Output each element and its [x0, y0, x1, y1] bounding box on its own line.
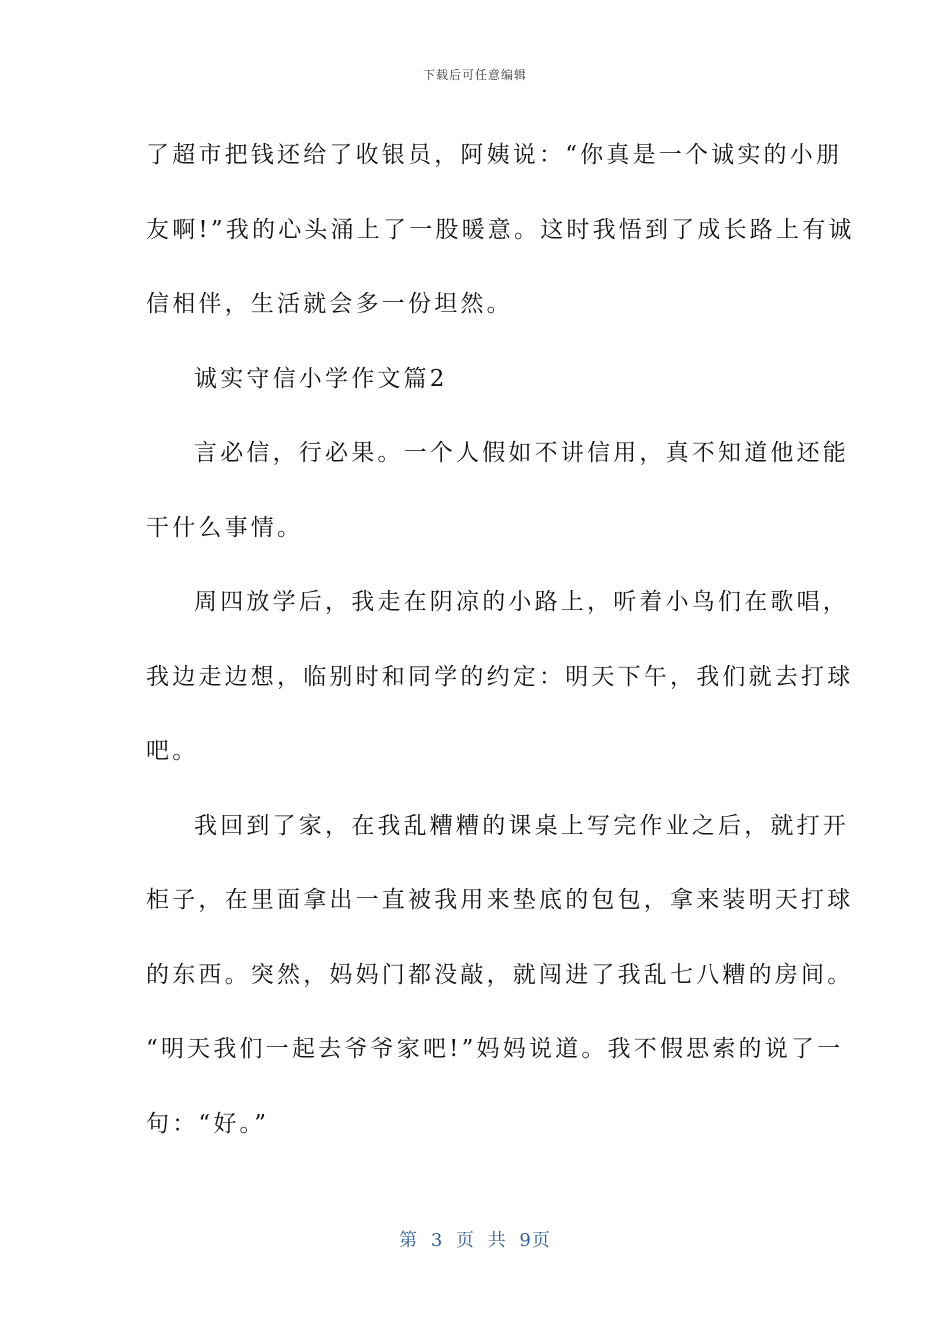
body-line: 了超市把钱还给了收银员，阿姨说：“你真是一个诚实的小朋 [146, 142, 843, 168]
body-line: 柜子，在里面拿出一直被我用来垫底的包包，拿来装明天打球 [146, 887, 854, 913]
page-number-footer: 第 3 页 共 9页 [399, 1230, 551, 1251]
body-line: 信相伴，生活就会多一份坦然。 [146, 291, 513, 317]
body-line: 友啊!”我的心头涌上了一股暖意。这时我悟到了成长路上有诚 [146, 216, 855, 243]
body-line: 我边走边想，临别时和同学的约定：明天下午，我们就去打球 [146, 663, 854, 690]
page-header: 下载后可任意编辑 [422, 68, 527, 82]
body-line: 干什么事情。 [146, 514, 304, 541]
body-line: 周四放学后，我走在阴凉的小路上，听着小鸟们在歌唱， [194, 589, 849, 615]
body-line: 我回到了家，在我乱糟糟的课桌上写完作业之后，就打开 [194, 812, 849, 839]
body-line: 吧。 [146, 738, 199, 764]
body-line: 句：“好。” [146, 1110, 270, 1137]
section-heading: 诚实守信小学作文篇2 [194, 365, 448, 392]
document-body [146, 118, 855, 1161]
body-line: 言必信，行必果。一个人假如不讲信用，真不知道他还能 [194, 440, 849, 466]
body-line: 的东西。突然，妈妈门都没敲，就闯进了我乱七八糟的房间。 [146, 961, 854, 988]
body-line: “明天我们一起去爷爷家吧!”妈妈说道。我不假思索的说了一 [146, 1036, 844, 1062]
